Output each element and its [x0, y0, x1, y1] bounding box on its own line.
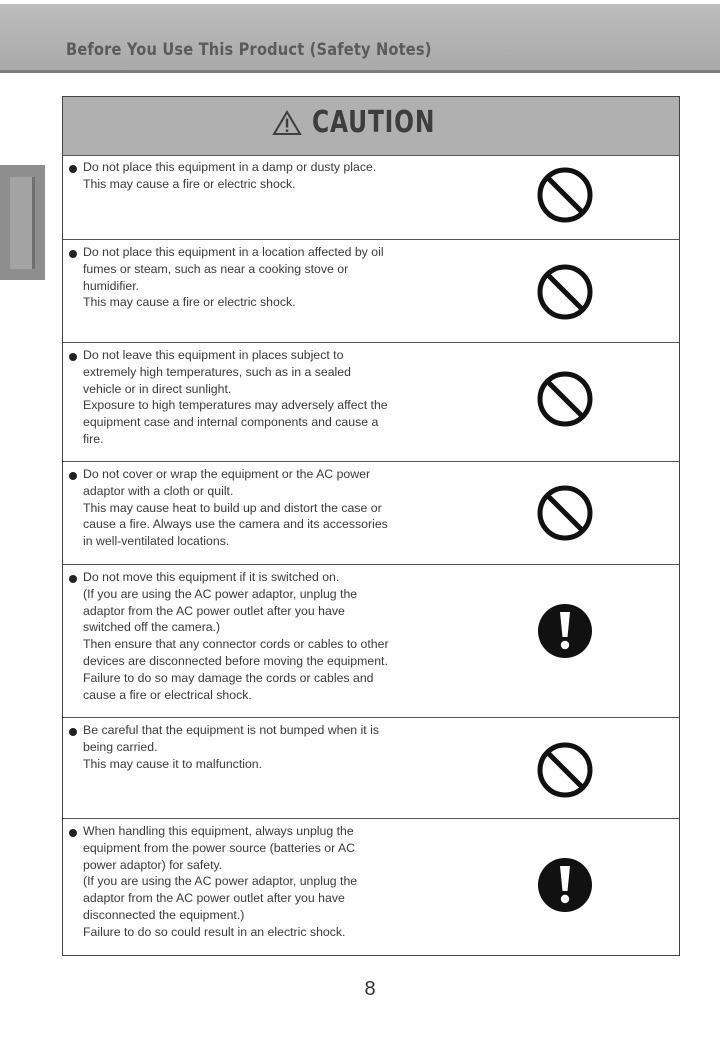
item-text-line: Do not place this equipment in a damp or dusty place.: [83, 160, 377, 174]
item-text-line: being carried.: [83, 739, 158, 754]
safety-item: [63, 718, 679, 819]
bullet-icon: [69, 829, 77, 837]
item-text-line: Failure to do so could result in an electric shock.: [83, 924, 346, 939]
item-text-line: humidifier.: [83, 278, 140, 293]
item-text-line: disconnected the equipment.): [83, 907, 245, 922]
bullet-icon: [69, 165, 77, 173]
item-text-line: Be careful that the equipment is not bumped when it is: [83, 723, 379, 737]
caution-title: CAUTION: [312, 105, 436, 140]
item-text-line: adaptor from the AC power outlet after you have: [83, 891, 345, 906]
item-text-line: This may cause a fire or electric shock.: [83, 295, 296, 310]
item-text-line: extremely high temperatures, such as in a sealed: [83, 364, 351, 379]
bullet-icon: [69, 728, 77, 736]
item-text-line: This may cause heat to build up and distort the case or: [83, 500, 382, 515]
item-text-line: Do not place this equipment in a location affected by oil: [83, 245, 384, 259]
item-text-line: Do not leave this equipment in places subject to: [83, 348, 344, 362]
item-text-line: power adaptor) for safety.: [83, 857, 223, 872]
page-header-title: Before You Use This Product (Safety Notes): [66, 40, 432, 60]
item-text-line: Then ensure that any connector cords or cables to other: [83, 637, 389, 652]
item-text-line: equipment from the power source (batteries or AC: [83, 840, 356, 855]
mandatory-exclamation-icon: [535, 601, 595, 661]
item-text-line: fire.: [83, 431, 104, 446]
item-text-line: Failure to do so may damage the cords or cables and: [83, 670, 374, 685]
item-text-line: fumes or steam, such as near a cooking stove or: [83, 261, 349, 276]
safety-item: [63, 155, 679, 240]
warning-triangle-icon: [272, 110, 302, 136]
item-text-line: equipment case and internal components and cause a: [83, 415, 379, 430]
bullet-icon: [69, 472, 77, 480]
item-text-line: When handling this equipment, always unplug the: [83, 824, 354, 838]
prohibited-icon: [535, 165, 595, 225]
item-text-line: Exposure to high temperatures may adversely affect the: [83, 398, 388, 413]
prohibited-icon: [535, 740, 595, 800]
item-text-line: cause a fire. Always use the camera and its accessories: [83, 517, 388, 532]
header-band: [0, 4, 720, 73]
item-text-line: devices are disconnected before moving the equipment.: [83, 653, 388, 668]
safety-item: [63, 240, 679, 343]
section-side-tab-marker: [10, 177, 35, 269]
caution-panel: [62, 96, 680, 956]
item-text-line: adaptor with a cloth or quilt.: [83, 483, 234, 498]
mandatory-exclamation-icon: [535, 855, 595, 915]
bullet-icon: [69, 353, 77, 361]
item-text-line: Do not move this equipment if it is switched on.: [83, 570, 340, 584]
safety-item: [63, 819, 679, 953]
prohibited-icon: [535, 262, 595, 322]
item-text-line: This may cause it to malfunction.: [83, 756, 263, 771]
item-text-line: cause a fire or electrical shock.: [83, 687, 252, 702]
item-text-line: This may cause a fire or electric shock.: [83, 176, 296, 191]
safety-item: [63, 565, 679, 718]
page-number: 8: [364, 978, 376, 1000]
safety-item: [63, 343, 679, 462]
item-text-line: vehicle or in direct sunlight.: [83, 381, 232, 396]
section-side-tab: [0, 165, 45, 280]
item-text-line: (If you are using the AC power adaptor, unplug the: [83, 874, 358, 889]
bullet-icon: [69, 250, 77, 258]
safety-item: [63, 462, 679, 565]
item-text-line: switched off the camera.): [83, 620, 221, 635]
bullet-icon: [69, 575, 77, 583]
prohibited-icon: [535, 369, 595, 429]
prohibited-icon: [535, 483, 595, 543]
item-text-line: in well-ventilated locations.: [83, 534, 230, 549]
item-text-line: (If you are using the AC power adaptor, unplug the: [83, 586, 358, 601]
item-text-line: Do not cover or wrap the equipment or the AC power: [83, 467, 371, 481]
caution-header: [63, 97, 679, 156]
item-text-line: adaptor from the AC power outlet after you have: [83, 603, 345, 618]
